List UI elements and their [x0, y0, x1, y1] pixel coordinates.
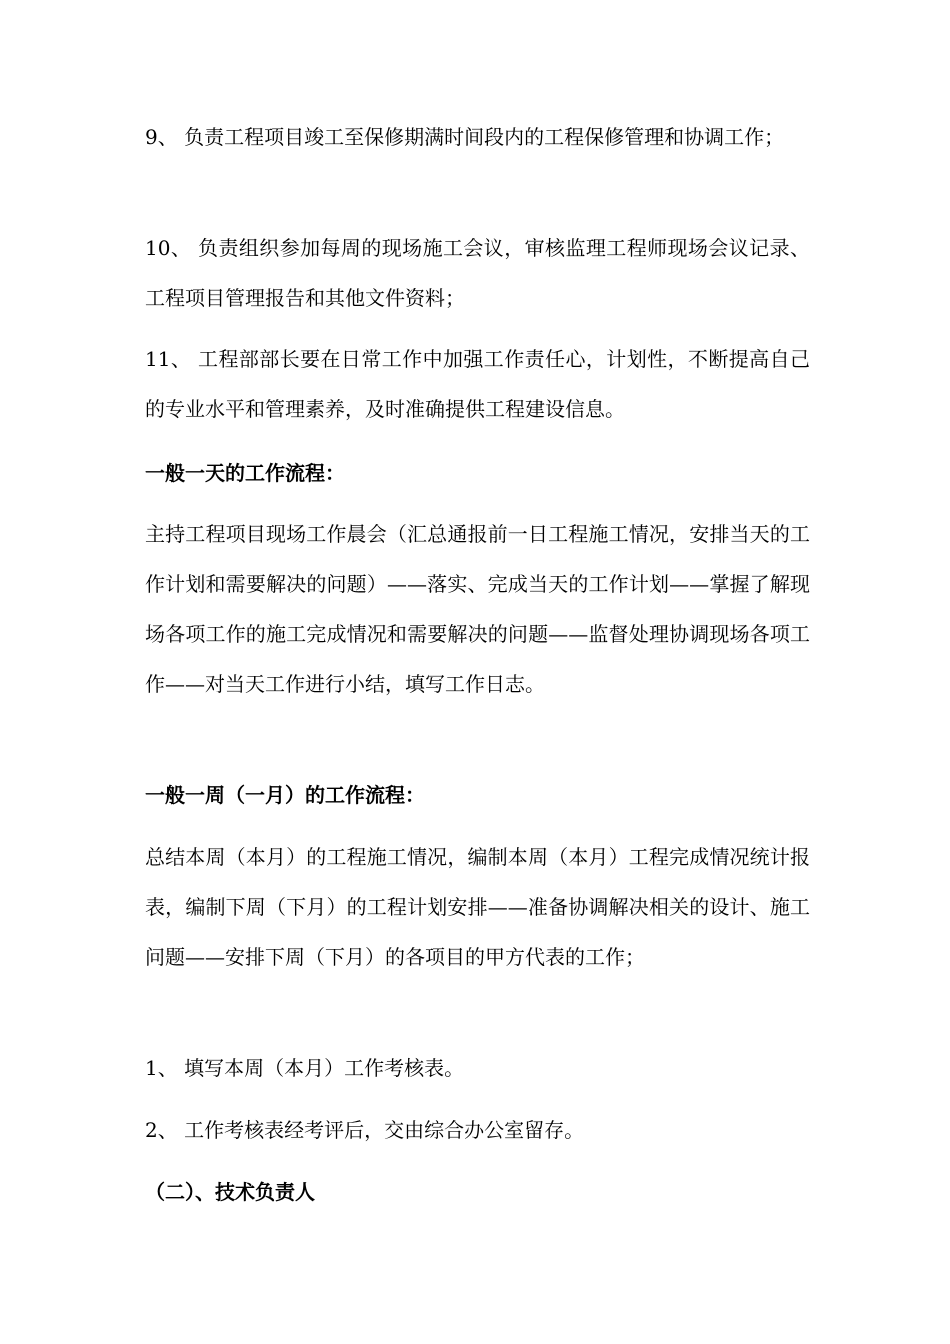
list-item-1: 1、 填写本周（本月）工作考核表。 [145, 1056, 465, 1080]
paragraph-item-9: 9、 负责工程项目竣工至保修期满时间段内的工程保修管理和协调工作； [145, 125, 785, 149]
paragraph-daily-workflow: 主持工程项目现场工作晨会（汇总通报前一日工程施工情况，安排当天的工作计划和需要解决的问题）——落实、完成当天的工作计划——掌握了解现场各项工作的施工完成情况和需要解决的问题——监督处理协调现场各项工作——对当天工作进行小结，填写工作日志。 [145, 522, 810, 696]
paragraph-item-11: 11、 工程部部长要在日常工作中加强工作责任心，计划性，不断提高自己的专业水平和管理素养，及时准确提供工程建设信息。 [145, 347, 810, 421]
paragraph-weekly-workflow: 总结本周（本月）的工程施工情况，编制本周（本月）工程完成情况统计报表，编制下周（下月）的工程计划安排——准备协调解决相关的设计、施工问题——安排下周（下月）的各项目的甲方代表的工作； [145, 845, 810, 969]
section-heading-technical-lead: （二）、技术负责人 [145, 1180, 315, 1204]
section-heading-weekly-workflow: 一般一周（一月）的工作流程： [145, 783, 425, 807]
section-heading-daily-workflow: 一般一天的工作流程： [145, 461, 345, 485]
list-item-2: 2、 工作考核表经考评后，交由综合办公室留存。 [145, 1118, 585, 1142]
paragraph-item-10: 10、 负责组织参加每周的现场施工会议，审核监理工程师现场会议记录、工程项目管理报告和其他文件资料； [145, 236, 810, 310]
